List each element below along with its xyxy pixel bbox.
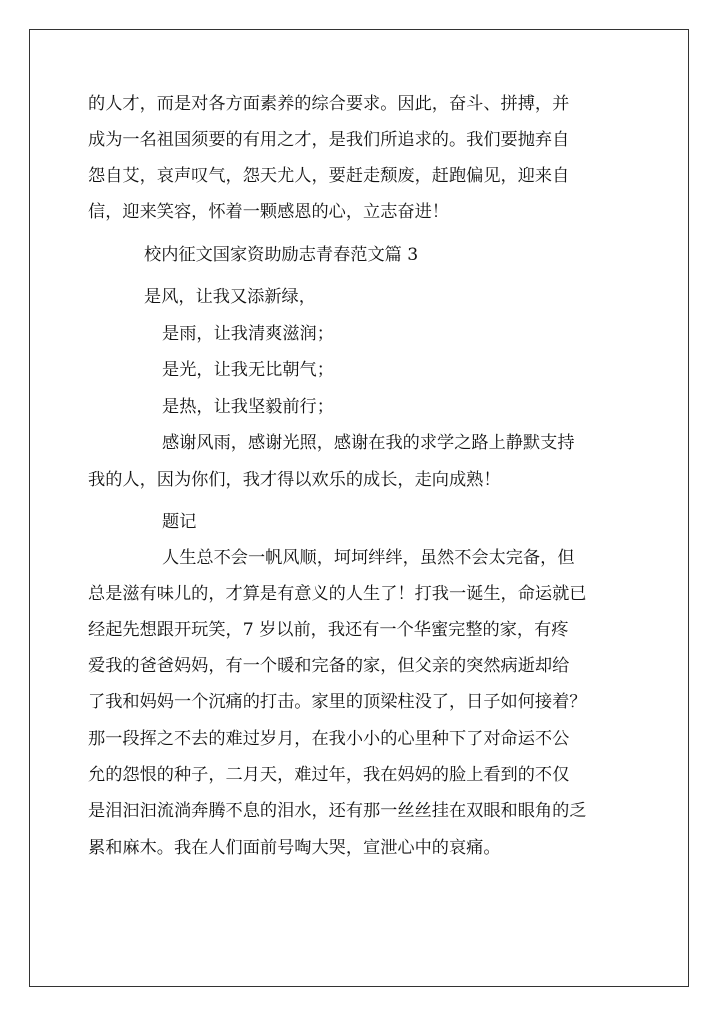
- section-heading: 校内征文国家资助励志青春范文篇 3: [144, 245, 419, 265]
- poem-line: 是风，让我又添新绿，: [144, 287, 316, 307]
- poem-line: 是雨，让我清爽滋润；: [162, 324, 334, 344]
- body-paragraph-line: 了我和妈妈一个沉痛的打击。家里的顶梁柱没了，日子如何接着？: [88, 692, 587, 712]
- body-paragraph-line: 我的人，因为你们，我才得以欢乐的成长，走向成熟！: [88, 470, 501, 490]
- body-paragraph-line: 那一段挥之不去的难过岁月，在我小小的心里种下了对命运不公: [88, 729, 570, 749]
- body-paragraph-line: 感谢风雨，感谢光照，感谢在我的求学之路上静默支持: [162, 433, 575, 453]
- body-paragraph-line: 是泪汩汩流淌奔腾不息的泪水，还有那一丝丝挂在双眼和眼角的乏: [88, 801, 587, 821]
- body-paragraph-line: 总是滋有味儿的，才算是有意义的人生了！打我一诞生，命运就已: [88, 584, 587, 604]
- body-paragraph-line: 人生总不会一帆风顺，坷坷绊绊，虽然不会太完备，但: [162, 548, 575, 568]
- body-paragraph-line: 的人才，而是对各方面素养的综合要求。因此，奋斗、拼搏，并: [88, 94, 570, 114]
- body-paragraph-line: 怨自艾，哀声叹气，怨天尤人，要赶走颓废，赶跑偏见，迎来自: [88, 166, 570, 186]
- poem-line: 是热，让我坚毅前行；: [162, 397, 334, 417]
- epigraph-label: 题记: [162, 512, 197, 532]
- poem-line: 是光，让我无比朝气；: [162, 360, 334, 380]
- body-paragraph-line: 累和麻木。我在人们面前号啕大哭，宣泄心中的哀痛。: [88, 838, 501, 858]
- body-paragraph-line: 爱我的爸爸妈妈，有一个暖和完备的家，但父亲的突然病逝却给: [88, 656, 570, 676]
- body-paragraph-line: 允的怨恨的种子，二月天，难过年，我在妈妈的脸上看到的不仅: [88, 765, 570, 785]
- body-paragraph-line: 信，迎来笑容，怀着一颗感恩的心，立志奋进！: [88, 202, 449, 222]
- body-paragraph-line: 成为一名祖国须要的有用之才，是我们所追求的。我们要抛弃自: [88, 130, 570, 150]
- body-paragraph-line: 经起先想跟开玩笑，7 岁以前，我还有一个华蜜完整的家，有疼: [88, 620, 569, 640]
